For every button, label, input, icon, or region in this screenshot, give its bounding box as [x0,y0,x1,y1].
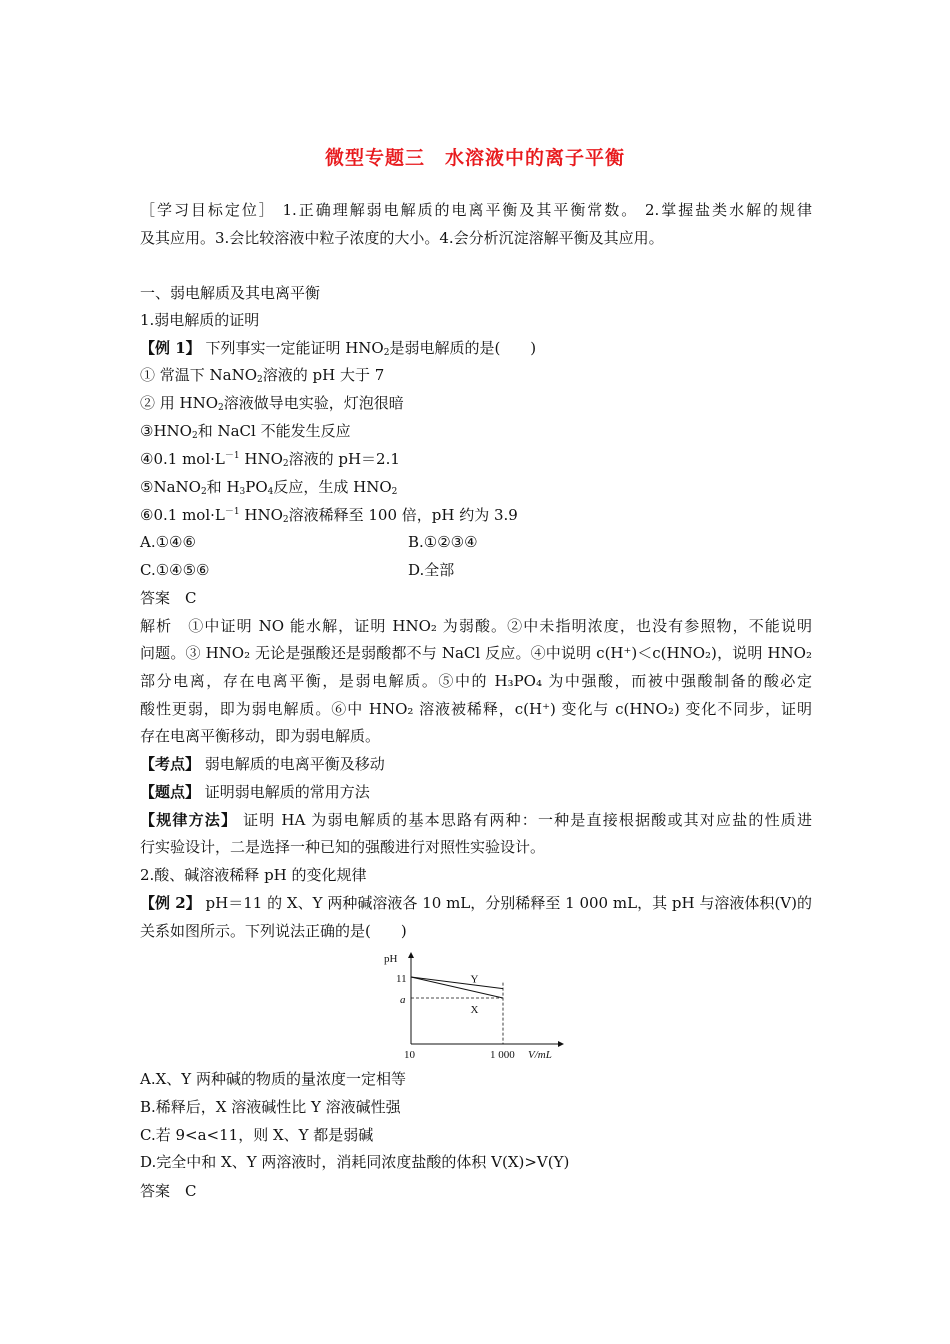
section-heading: 一、弱电解质及其电离平衡 [140,284,321,302]
analysis-line-5: 存在电离平衡移动，即为弱电解质。 [140,727,381,745]
y-axis-arrow [408,952,414,958]
example-1-tag: 【例 1】 [140,339,201,357]
example-1-item-5 [140,477,812,497]
subsection-heading-2: 2.酸、碱溶液稀释 pH 的变化规律 [140,866,367,884]
ph-dilution-chart [378,948,568,1063]
analysis-line-2: 问题。③ HNO₂ 无论是强酸还是弱酸都不与 NaCl 反应。④中说明 c(H⁺)＜c(HNO₂)，说明 HNO₂ [140,644,812,662]
subscript: 2 [383,348,390,358]
item-text: PO [245,478,268,496]
item-text: ④0.1 mol·L [140,450,225,468]
method-text: 证明 HA 为弱电解质的基本思路有两种：一种是直接根据酸或其对应盐的性质进 [237,811,812,829]
superscript: －1 [224,507,240,517]
subscript: 2 [257,375,263,385]
example-2-line-2: 关系如图所示。下列说法正确的是( ) [140,922,407,940]
example-2-option-b: B.稀释后，X 溶液碱性比 Y 溶液碱性强 [140,1098,401,1116]
superscript: －1 [224,451,240,461]
option-b: B.①②③④ [408,533,478,551]
subscript: 2 [391,487,398,497]
objectives-line-1: ［学习目标定位］ 1.正确理解弱电解质的电离平衡及其平衡常数。 2.掌握盐类水解的规律 [140,201,812,219]
stem-part: 下列事实一定能证明 HNO [200,339,384,357]
y-tick-label-11: 11 [396,973,407,985]
example-1-item-3 [140,421,812,441]
subscript: 2 [191,431,198,441]
example-1-options-row-1 [140,532,812,552]
subscript: 2 [282,459,289,469]
item-text: ⑤NaNO [140,478,201,496]
method-line-1 [140,810,812,830]
analysis-line-3: 部分电离，存在电离平衡，是弱电解质。⑤中的 H₃PO₄ 为中强酸，而被中强酸制备的酸必定 [140,672,812,690]
objectives-line-2: 及其应用。3.会比较溶液中粒子浓度的大小。4.会分析沉淀溶解平衡及其应用。 [140,229,664,247]
item-text: ① 常温下 NaNO [140,366,258,384]
item-text: HNO [239,450,283,468]
tidian-tag: 【题点】 [140,783,201,801]
y-tick-label-a: a [400,994,406,1006]
example-1-item-6 [140,505,812,525]
item-text: 溶液做导电实验，灯泡很暗 [223,394,404,412]
example-2-option-a: A.X、Y 两种碱的物质的量浓度一定相等 [140,1070,406,1088]
item-text: 溶液稀释至 100 倍，pH 约为 3.9 [288,506,518,524]
subscript: 2 [282,515,289,525]
analysis-line-1: 解析 ①中证明 NO 能水解，证明 HNO₂ 为弱酸。②中未指明浓度，也没有参照物，不能说明 [140,617,812,635]
method-line-2: 行实验设计，二是选择一种已知的强酸进行对照性实验设计。 [140,838,546,856]
subscript: 2 [200,487,207,497]
subscript: 2 [218,403,224,413]
item-text: 反应，生成 HNO [273,478,392,496]
example-1-item-2 [140,393,812,413]
stem-part: 是弱电解质的是( ) [389,339,537,357]
tidian-line [140,782,812,802]
x-tick-label-1000: 1 000 [490,1049,515,1061]
item-text: HNO [239,506,283,524]
subsection-heading-1: 1.弱电解质的证明 [140,311,260,329]
item-text: ② 用 HNO [140,394,219,412]
subscript: 4 [267,487,274,497]
kaodian-text: 弱电解质的电离平衡及移动 [200,755,385,773]
kaodian-line [140,754,812,774]
item-text: 溶液的 pH 大于 7 [262,366,385,384]
page-title: 微型专题三 水溶液中的离子平衡 [324,147,625,169]
example-2-text: pH＝11 的 X、Y 两种碱溶液各 10 mL，分别稀释至 1 000 mL，其 pH 与溶液体积(V)的 [200,894,812,912]
example-2-option-d: D.完全中和 X、Y 两溶液时，消耗同浓度盐酸的体积 V(X)>V(Y) [140,1153,570,1171]
example-1-item-1 [140,365,812,385]
kaodian-tag: 【考点】 [140,755,201,773]
example-2-answer: 答案 C [140,1182,197,1200]
tidian-text: 证明弱电解质的常用方法 [200,783,370,801]
x-tick-label-10: 10 [404,1049,415,1061]
option-d: D.全部 [408,561,455,579]
example-2-option-c: C.若 9<a<11，则 X、Y 都是弱碱 [140,1126,374,1144]
option-a: A.①④⑥ [140,533,196,551]
example-2-tag: 【例 2】 [140,894,201,912]
method-tag: 【规律方法】 [140,811,238,829]
subscript: 3 [239,487,246,497]
option-c: C.①④⑤⑥ [140,561,210,579]
example-1-stem [140,338,812,358]
example-1-item-4 [140,449,812,469]
example-1-options-row-2 [140,560,812,580]
x-axis-arrow [558,1041,564,1047]
series-line-y [411,977,503,989]
series-label-x: X [470,1004,479,1016]
x-axis-label: V/mL [528,1049,552,1061]
example-1-answer: 答案 C [140,589,197,607]
item-text: ⑥0.1 mol·L [140,506,225,524]
item-text: 和 H [206,478,240,496]
y-axis-label: pH [384,953,398,965]
analysis-line-4: 酸性更弱，即为弱电解质。⑥中 HNO₂ 溶液被稀释，c(H⁺) 变化与 c(HNO₂) 变化不同步，证明 [140,700,812,718]
series-line-x [411,977,503,998]
item-text: ③HNO [140,422,192,440]
series-label-y: Y [470,973,479,986]
item-text: 溶液的 pH＝2.1 [288,450,400,468]
example-2-line-1 [140,893,812,913]
item-text: 和 NaCl 不能发生反应 [197,422,351,440]
